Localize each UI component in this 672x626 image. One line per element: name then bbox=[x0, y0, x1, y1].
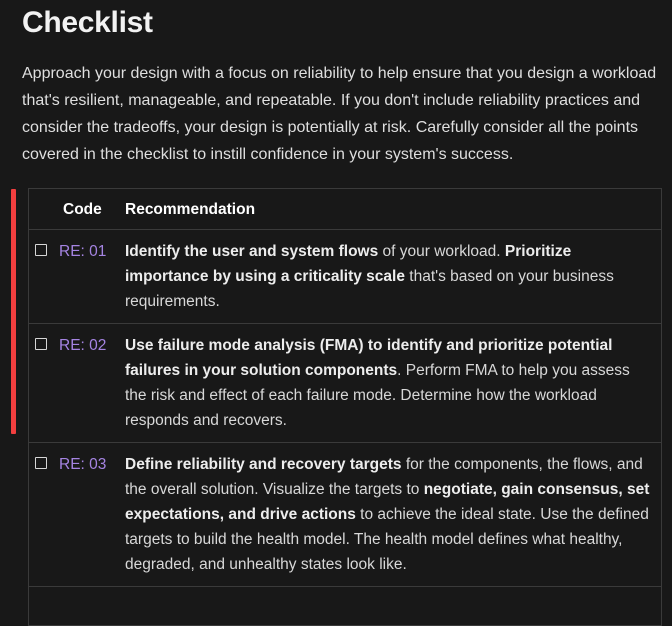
checkbox-cell bbox=[29, 230, 58, 324]
recommendation-cell bbox=[117, 324, 662, 443]
checkbox-icon bbox=[35, 457, 47, 469]
recommendation-cell bbox=[117, 443, 662, 587]
code-cell bbox=[57, 443, 117, 587]
recommendation-bold-text: Define reliability and recovery targets bbox=[125, 456, 402, 473]
recommendation-text: to achieve the ideal state. Use the defined targets to build the health model. The health model defines what healthy, degraded, and unhealthy states look like. bbox=[125, 506, 649, 573]
code-link[interactable]: RE: 02 bbox=[59, 337, 107, 354]
checklist-table-region bbox=[22, 188, 662, 626]
code-cell bbox=[57, 230, 117, 324]
checkbox-cell bbox=[29, 324, 58, 443]
red-accent-bar bbox=[11, 189, 16, 434]
code-link[interactable]: RE: 01 bbox=[59, 243, 107, 260]
intro-paragraph: Approach your design with a focus on reliability to help ensure that you design a workload that's resilient, manageable, and repeatable. If you don't include reliability practices and consider the tradeoffs, your design is potentially at risk. Carefully consider all the points covered in the checklist to instill confidence in your system's success. bbox=[22, 65, 657, 163]
code-column-header: Code bbox=[63, 201, 102, 218]
recommendation-text: . Perform FMA to help you assess the risk and effect of each failure mode. Determine how the workload responds and recovers. bbox=[125, 362, 630, 429]
code-link[interactable]: RE: 03 bbox=[59, 456, 107, 473]
recommendation-cell bbox=[117, 230, 662, 324]
table-row bbox=[29, 324, 662, 443]
page-title: Checklist bbox=[22, 6, 153, 39]
table-row-partial bbox=[29, 587, 662, 626]
checklist-table bbox=[28, 188, 662, 626]
table-row bbox=[29, 443, 662, 587]
recommendation-bold-text: Use failure mode analysis (FMA) to identify and prioritize potential failures in your solution components bbox=[125, 337, 613, 379]
table-row bbox=[29, 230, 662, 324]
recommendation-bold-text: negotiate, gain consensus, set expectations, and drive actions bbox=[125, 481, 650, 523]
code-cell bbox=[57, 324, 117, 443]
table-header-row bbox=[29, 189, 662, 230]
recommendation-text: of your workload. bbox=[378, 243, 505, 260]
checkbox-column-header bbox=[29, 189, 58, 230]
checkbox-icon bbox=[35, 338, 47, 350]
recommendation-column-header: Recommendation bbox=[125, 201, 256, 218]
recommendation-text: for the components, the flows, and the overall solution. Visualize the targets to bbox=[125, 456, 643, 498]
recommendation-bold-text: Identify the user and system flows bbox=[125, 243, 379, 260]
recommendation-bold-text: Prioritize importance by using a criticality scale bbox=[125, 243, 572, 285]
checkbox-icon bbox=[35, 244, 47, 256]
checkbox-cell bbox=[29, 443, 58, 587]
recommendation-text: that's based on your business requirements. bbox=[125, 268, 614, 310]
